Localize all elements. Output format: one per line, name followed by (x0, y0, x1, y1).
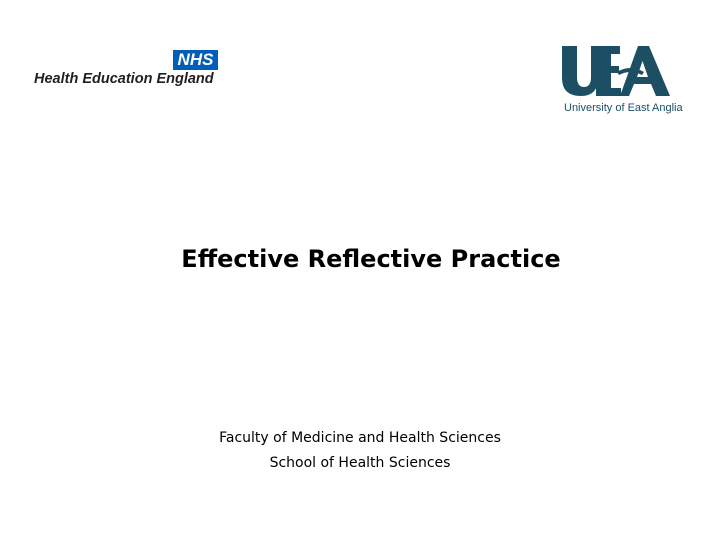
uea-logo (560, 44, 684, 118)
school-line: School of Health Sciences (269, 455, 451, 471)
health-education-england-logo (34, 50, 220, 90)
nhs-badge: NHS (173, 50, 218, 70)
slide-title: Effective Reflective Practice (181, 245, 561, 273)
faculty-line: Faculty of Medicine and Health Sciences (219, 430, 501, 446)
hee-name: Health Education England (34, 71, 214, 87)
uea-monogram-icon (560, 44, 678, 98)
uea-name: University of East Anglia (564, 102, 683, 114)
